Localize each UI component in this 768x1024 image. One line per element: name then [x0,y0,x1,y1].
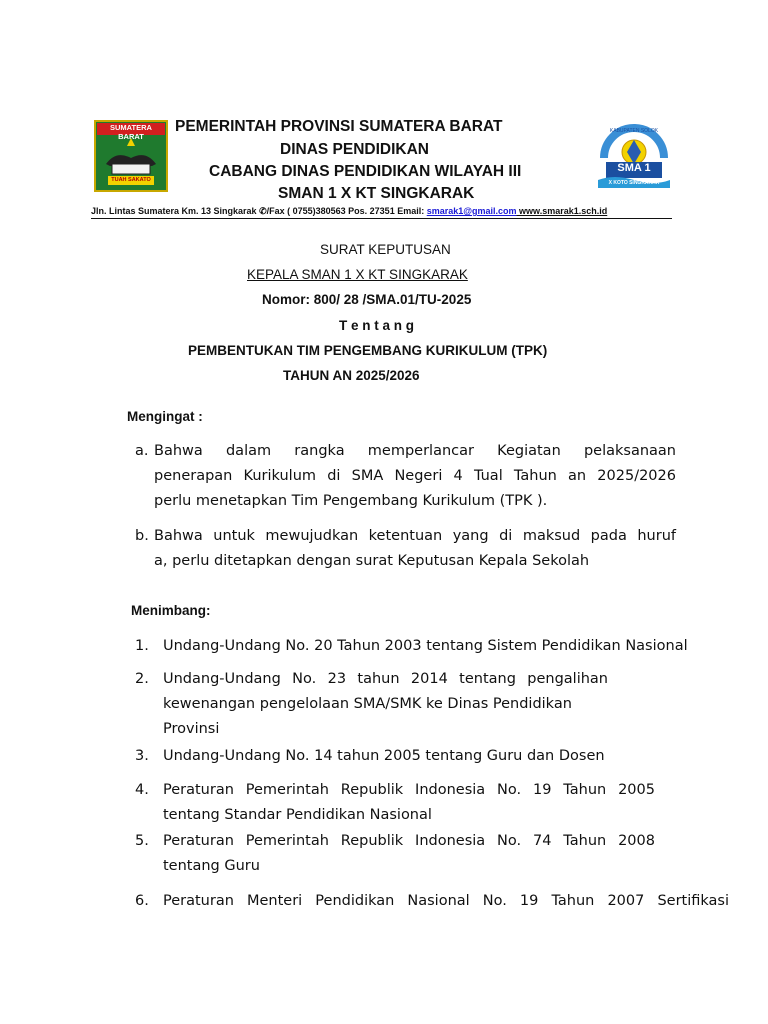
right-logo [594,122,674,192]
menimbang-item-6 [135,889,729,914]
header-line-dinas: DINAS PENDIDIKAN [280,141,429,158]
menimbang-item-2 [135,667,608,742]
list-item-line: Undang-Undang No. 20 Tahun 2003 tentang Sistem Pendidikan Nasional [163,638,688,654]
left-logo [94,120,168,192]
list-item-line: tentang Standar Pendidikan Nasional [163,807,432,823]
list-item-line: Peraturan Menteri Pendidikan Nasional No. 19 Tahun 2007 Sertifikasi [163,893,729,909]
address-line [91,206,607,217]
doc-title-surat: SURAT KEPUTUSAN [320,242,451,257]
list-item-line: Peraturan Pemerintah Republik Indonesia No. 74 Tahun 2008 [163,833,655,849]
website-text: www.smarak1.sch.id [516,206,608,216]
menimbang-item-5 [135,829,655,879]
list-item-line: perlu menetapkan Tim Pengembang Kurikulum (TPK ). [154,493,548,509]
header-line-province: PEMERINTAH PROVINSI SUMATERA BARAT [175,118,503,135]
section-menimbang-label: Menimbang: [131,603,211,618]
list-marker: 4. [135,782,149,798]
list-item-line: Provinsi [163,721,220,737]
letterhead-divider [91,218,672,219]
list-item-line: Peraturan Pemerintah Republik Indonesia No. 19 Tahun 2005 [163,782,655,798]
doc-subject: PEMBENTUKAN TIM PENGEMBANG KURIKULUM (TPK) [188,343,548,358]
header-line-school: SMAN 1 X KT SINGKARAK [278,185,475,202]
list-item-line: kewenangan pengelolaan SMA/SMK ke Dinas Pendidikan [163,696,572,712]
mengingat-item-b [135,524,676,574]
right-logo-ring: KABUPATEN SOLOK [609,128,659,134]
email-link[interactable]: smarak1@gmail.com [426,206,517,216]
header-line-cabang: CABANG DINAS PENDIDIKAN WILAYAH III [209,163,522,180]
left-logo-title: SUMATERA BARAT [110,123,152,141]
address-text: Jln. Lintas Sumatera Km. 13 Singkarak ✆/Fax ( 0755)380563 Pos. 27351 Email: [91,206,427,216]
right-logo-title: SMA 1 [617,162,651,174]
list-marker: b. [135,528,149,544]
menimbang-item-3 [135,744,655,769]
list-item-line: Bahwa dalam rangka memperlancar Kegiatan pelaksanaan [154,443,676,459]
list-marker: a. [135,443,149,459]
doc-year: TAHUN AN 2025/2026 [283,368,420,383]
right-logo-sub: X KOTO SINGKARAK [608,180,660,186]
mengingat-item-a [135,439,676,514]
doc-number: Nomor: 800/ 28 /SMA.01/TU-2025 [262,292,472,307]
list-item-line: tentang Guru [163,858,260,874]
list-marker: 5. [135,833,149,849]
menimbang-item-1 [135,634,729,659]
list-marker: 6. [135,893,149,909]
list-item-line: Undang-Undang No. 23 tahun 2014 tentang pengalihan [163,671,608,687]
list-item-line: penerapan Kurikulum di SMA Negeri 4 Tual Tahun an 2025/2026 [154,468,676,484]
list-item-line: Bahwa untuk mewujudkan ketentuan yang di maksud pada huruf [154,528,676,544]
menimbang-item-4 [135,778,655,828]
list-marker: 1. [135,638,149,654]
list-item-line: Undang-Undang No. 14 tahun 2005 tentang Guru dan Dosen [163,748,605,764]
list-item-line: a, perlu ditetapkan dengan surat Keputusan Kepala Sekolah [154,553,590,569]
doc-title-kepala: KEPALA SMAN 1 X KT SINGKARAK [247,267,468,282]
section-mengingat-label: Mengingat : [127,409,203,424]
list-marker: 3. [135,748,149,764]
left-logo-motto: TUAH SAKATO [111,177,151,183]
doc-tentang: T e n t a n g [339,318,415,333]
list-marker: 2. [135,671,149,687]
